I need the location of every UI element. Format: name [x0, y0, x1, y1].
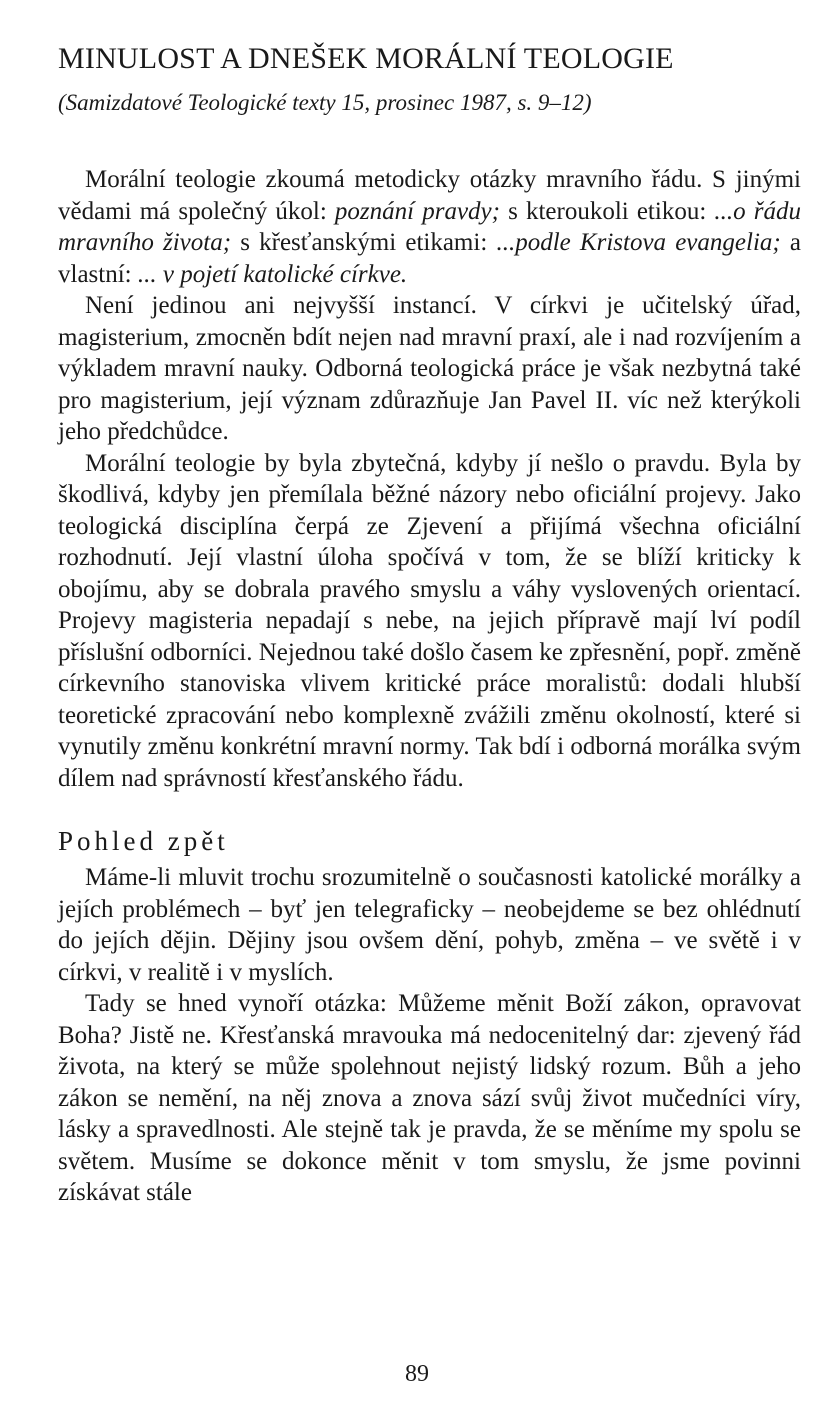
paragraph: [58, 164, 801, 290]
intro-section: [58, 164, 801, 794]
emphasis-text: poznání pravdy;: [334, 197, 500, 225]
text-run: Máme-li mluvit trochu srozumitelně o současnosti katolické morálky a jejích problémech – byť jen telegraficky – neobejdeme se bez ohlédnutí do jejích dějin. Dějiny jsou ovšem dění, pohyb, změna – ve světě i v církvi, v realitě i v myslích.: [58, 864, 801, 986]
section-body: [58, 862, 801, 1209]
section-heading: Pohled zpět: [58, 826, 229, 856]
text-run: Morální teologie by byla zbytečná, kdyby jí nešlo o pravdu. Byla by škodlivá, kdyby jen přemílala běžné názory nebo oficiální projevy. Jako teologická disciplína čerpá ze Zjevení a přijímá všechna oficiální rozhodnutí. Její vlastní úloha spočívá v tom, že se blíží kriticky k obojímu, aby se dobrala pravého smyslu a váhy vyslovených orientací. Projevy magisteria nepadají s nebe, na jejich přípravě mají lví podíl příslušní odborníci. Nejednou také došlo časem ke zpřesnění, popř. změně církevního stanoviska vlivem kritické práce moralistů: dodali hlubší teoretické zpracování nebo komplexně zvážili změnu okolností, které si vynutily změnu konkrétní mravní normy. Tak bdí i odborná morálka svým dílem nad správností křesťanského řádu.: [58, 449, 801, 792]
text-run: s křesťanskými etikami:: [231, 229, 497, 256]
text-run: s kteroukoli etikou:: [499, 197, 715, 225]
paragraph: [58, 988, 801, 1209]
text-run: Tady se hned vynoří otázka: Můžeme měnit Boží zákon, opravovat Boha? Jistě ne. Křesťanská mravouka má nedocenitelný dar: zjevený řád života, na který se může spolehnout nejistý lidský rozum. Bůh a jeho zákon se nemění, na něj znova a znova sází svůj život mučedníci víry, lásky a spravedlnosti. Ale stejně tak je pravda, že se měníme my spolu se světem. Musíme se dokonce měnit v tom smyslu, že jsme povinni získávat stále: [58, 990, 801, 1206]
text-run: a vlastní:: [58, 229, 801, 288]
page-number: 89: [405, 1361, 429, 1387]
emphasis-text: ... v pojetí katolické církve.: [137, 260, 408, 288]
paragraph: [58, 290, 801, 448]
paragraph: [58, 448, 801, 795]
text-run: Není jedinou ani nejvyšší instancí. V církvi je učitelský úřad, magisterium, zmocněn bdít nejen nad mravní praxí, ale i nad rozvíjením a výkladem mravní nauky. Odborná teologická práce je však nezbytná také pro magisterium, její význam zdůrazňuje Jan Pavel II. víc než kterýkoli jeho předchůdce.: [58, 292, 801, 445]
emphasis-text: ...podle Kristova evangelia;: [496, 229, 781, 256]
text-run: Morální teologie zkoumá metodicky otázky mravního řádu. S jinými vědami má společný úkol:: [58, 166, 801, 225]
emphasis-text: ...o řádu mravního života;: [58, 197, 802, 256]
paragraph: [58, 862, 801, 988]
article-title: MINULOST A DNEŠEK MORÁLNÍ TEOLOGIE: [58, 42, 674, 75]
article-source: (Samizdatové Teologické texty 15, prosinec 1987, s. 9–12): [58, 90, 592, 115]
